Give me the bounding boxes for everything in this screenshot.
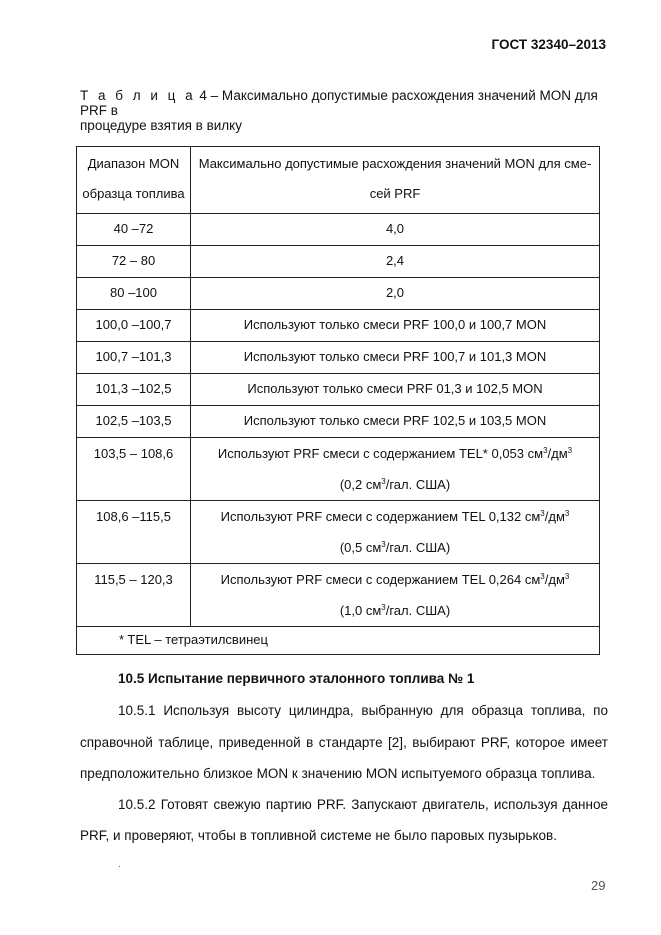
range-cell: 103,5 – 108,6	[77, 438, 191, 501]
table-row	[77, 342, 600, 374]
table-caption	[80, 88, 608, 118]
tolerance-line2	[191, 595, 599, 626]
document-code: ГОСТ 32340–2013	[491, 37, 606, 52]
superscript: 3	[540, 572, 545, 581]
tolerance-line1	[191, 564, 599, 595]
tolerance-unit: /дм	[544, 572, 565, 587]
range-cell: 115,5 – 120,3	[77, 564, 191, 627]
table-caption-label: Т а б л и ц а	[80, 88, 196, 103]
superscript: 3	[381, 603, 386, 612]
tolerance-cell: Используют только смеси PRF 01,3 и 102,5 MON	[191, 374, 600, 406]
table-footnote: * TEL – тетраэтилсвинец	[77, 627, 600, 655]
column-header-tolerance-line1: Максимально допустимые расхождения значений MON для сме-	[198, 156, 592, 171]
tolerance-unit: /дм	[547, 446, 568, 461]
tolerance-text: (0,5 см	[339, 540, 382, 555]
table-caption-line2: процедуре взятия в вилку	[80, 118, 242, 133]
section-heading: 10.5 Испытание первичного эталонного топлива № 1	[118, 671, 475, 686]
paragraph-line: 10.5.1 Используя высоту цилиндра, выбранную для образца топлива, по	[118, 703, 608, 718]
page-number: 29	[591, 878, 606, 893]
tolerance-cell: Используют только смеси PRF 100,0 и 100,7 MON	[191, 310, 600, 342]
table-row	[77, 374, 600, 406]
table-row	[77, 564, 600, 627]
range-cell: 80 –100	[77, 278, 191, 310]
range-cell: 100,0 –100,7	[77, 310, 191, 342]
column-header-range-line2: образца топлива	[82, 186, 185, 201]
table-row	[77, 406, 600, 438]
table-row	[77, 246, 600, 278]
tolerance-line2	[191, 469, 599, 500]
tolerance-cell: 4,0	[191, 214, 600, 246]
superscript: 3	[381, 477, 386, 486]
tolerance-cell	[191, 564, 600, 627]
table-row	[77, 438, 600, 501]
tolerance-cell: 2,4	[191, 246, 600, 278]
tolerance-unit: /гал. США)	[385, 603, 451, 618]
superscript: 3	[381, 540, 386, 549]
tolerance-cell	[191, 501, 600, 564]
superscript: 3	[543, 446, 548, 455]
table-footnote-row	[77, 627, 600, 655]
range-cell: 72 – 80	[77, 246, 191, 278]
superscript: 3	[567, 446, 573, 455]
column-header-range-line1: Диапазон MON	[87, 156, 180, 171]
tolerance-text: (0,2 см	[339, 477, 382, 492]
tolerance-text: (1,0 см	[339, 603, 382, 618]
tolerance-cell: Используют только смеси PRF 102,5 и 103,5 MON	[191, 406, 600, 438]
tolerance-line1	[191, 501, 599, 532]
tolerance-text: Используют PRF смеси с содержанием TEL 0,264 см	[220, 572, 541, 587]
paragraph-line: справочной таблице, приведенной в стандарте [2], выбирают PRF, которое имеет	[80, 735, 608, 750]
column-header-range	[77, 147, 191, 214]
range-cell: 101,3 –102,5	[77, 374, 191, 406]
table-caption-text: 4 – Максимально допустимые расхождения значений MON для PRF в	[80, 88, 598, 118]
stray-mark: .	[118, 859, 121, 870]
superscript: 3	[564, 509, 570, 518]
paragraph-line: PRF, и проверяют, чтобы в топливной системе не было паровых пузырьков.	[80, 828, 557, 843]
tolerance-unit: /гал. США)	[385, 540, 451, 555]
tolerance-line2	[191, 532, 599, 563]
mon-tolerance-table	[76, 146, 600, 655]
tolerance-cell: Используют только смеси PRF 100,7 и 101,3 MON	[191, 342, 600, 374]
column-header-tolerance	[191, 147, 600, 214]
range-cell: 40 –72	[77, 214, 191, 246]
range-cell: 100,7 –101,3	[77, 342, 191, 374]
range-cell: 108,6 –115,5	[77, 501, 191, 564]
tolerance-cell	[191, 438, 600, 501]
superscript: 3	[540, 509, 545, 518]
superscript: 3	[564, 572, 570, 581]
paragraph-line: 10.5.2 Готовят свежую партию PRF. Запускают двигатель, используя данное	[118, 797, 608, 812]
tolerance-line1	[191, 438, 599, 469]
tolerance-cell: 2,0	[191, 278, 600, 310]
tolerance-unit: /дм	[544, 509, 565, 524]
tolerance-text: Используют PRF смеси с содержанием TEL* 0,053 см	[217, 446, 544, 461]
table-header-row	[77, 147, 600, 214]
range-cell: 102,5 –103,5	[77, 406, 191, 438]
table-row	[77, 310, 600, 342]
table-row	[77, 501, 600, 564]
tolerance-unit: /гал. США)	[385, 477, 451, 492]
table-row	[77, 214, 600, 246]
paragraph-line: предположительно близкое MON к значению MON испытуемого образца топлива.	[80, 766, 596, 781]
tolerance-text: Используют PRF смеси с содержанием TEL 0,132 см	[220, 509, 541, 524]
column-header-tolerance-line2: сей PRF	[369, 186, 421, 201]
table-row	[77, 278, 600, 310]
